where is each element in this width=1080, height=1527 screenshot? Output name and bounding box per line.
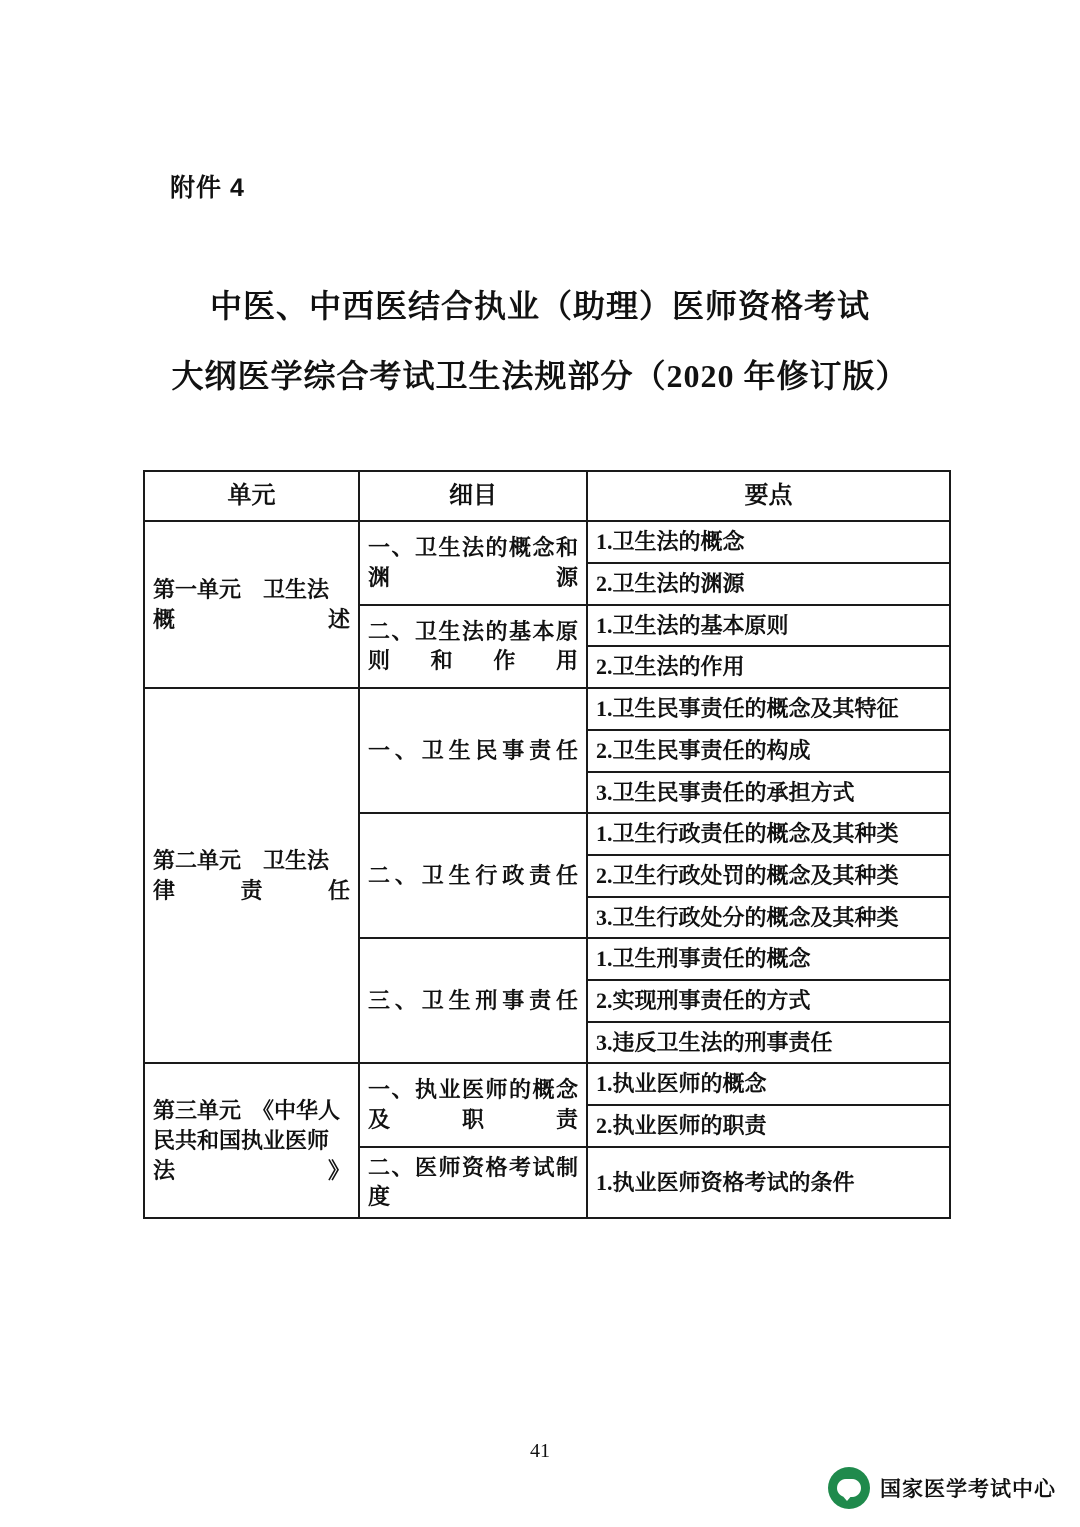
item-cell: 二、卫生行政责任 [359,813,587,938]
footer-brand [828,1467,1056,1509]
brand-name: 国家医学考试中心 [880,1478,1056,1501]
page-number: 41 [530,1440,550,1462]
wechat-official-account-icon [828,1467,870,1509]
outline-table [143,470,951,1219]
unit-cell: 第二单元 卫生法律责任 [144,688,359,1063]
item-cell: 一、卫生民事责任 [359,688,587,813]
point-cell: 1.执业医师的概念 [587,1063,950,1105]
column-header-unit: 单元 [144,471,359,521]
point-cell: 2.卫生法的渊源 [587,563,950,605]
item-cell: 一、卫生法的概念和渊源 [359,521,587,604]
table-row [144,1063,950,1105]
point-cell: 3.卫生行政处分的概念及其种类 [587,897,950,939]
point-cell: 2.卫生民事责任的构成 [587,730,950,772]
item-cell: 二、医师资格考试制度 [359,1147,587,1218]
point-cell: 1.卫生民事责任的概念及其特征 [587,688,950,730]
point-cell: 1.卫生刑事责任的概念 [587,938,950,980]
point-cell: 1.执业医师资格考试的条件 [587,1147,950,1218]
table-row [144,521,950,563]
point-cell: 2.卫生行政处罚的概念及其种类 [587,855,950,897]
item-cell: 三、卫生刑事责任 [359,938,587,1063]
title-line-1: 中医、中西医结合执业（助理）医师资格考试 [209,288,870,324]
point-cell: 3.卫生民事责任的承担方式 [587,772,950,814]
unit-cell: 第三单元 《中华人民共和国执业医师法》 [144,1063,359,1218]
unit-cell: 第一单元 卫生法概述 [144,521,359,688]
point-cell: 2.卫生法的作用 [587,646,950,688]
column-header-item: 细目 [359,471,587,521]
point-cell: 2.实现刑事责任的方式 [587,980,950,1022]
table-row [144,688,950,730]
document-title [0,282,1080,400]
point-cell: 1.卫生法的概念 [587,521,950,563]
point-cell: 3.违反卫生法的刑事责任 [587,1022,950,1064]
title-line-2: 大纲医学综合考试卫生法规部分（2020 年修订版） [171,358,909,394]
column-header-point: 要点 [587,471,950,521]
item-cell: 二、卫生法的基本原则和作用 [359,605,587,688]
point-cell: 1.卫生法的基本原则 [587,605,950,647]
point-cell: 1.卫生行政责任的概念及其种类 [587,813,950,855]
attachment-label: 附件 4 [170,174,245,202]
point-cell: 2.执业医师的职责 [587,1105,950,1147]
item-cell: 一、执业医师的概念及职责 [359,1063,587,1146]
table-header-row [144,471,950,521]
